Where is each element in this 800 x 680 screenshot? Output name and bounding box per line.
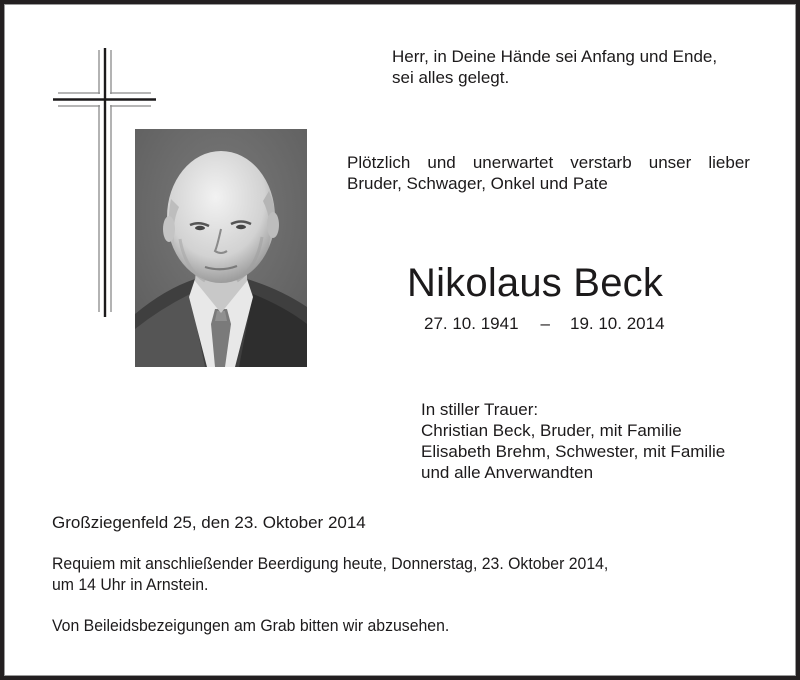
bible-verse — [392, 46, 717, 88]
verse-line: sei alles gelegt. — [392, 68, 510, 87]
requiem-line: um 14 Uhr in Arnstein. — [52, 575, 209, 594]
requiem-line: Requiem mit anschließender Beerdigung heute, Donnerstag, 23. Oktober 2014, — [52, 554, 609, 573]
word: unerwartet — [472, 153, 554, 172]
portrait-photo — [135, 129, 307, 367]
mourners-block — [421, 399, 725, 483]
condolence-note: Von Beileidsbezeigungen am Grab bitten wir abzusehen. — [52, 616, 450, 635]
word: verstarb — [570, 153, 632, 172]
date-separator: – — [540, 314, 550, 333]
verse-line: Herr, in Deine Hände sei Anfang und Ende, — [392, 47, 718, 66]
death-date: 19. 10. 2014 — [570, 314, 665, 333]
mourners-heading: In stiller Trauer: — [421, 400, 539, 419]
word: lieber — [708, 153, 750, 172]
word: Plötzlich — [347, 153, 411, 172]
life-dates — [424, 313, 665, 334]
requiem-info — [52, 553, 608, 595]
deceased-name: Nikolaus Beck — [407, 261, 664, 305]
mourner-line: und alle Anverwandten — [421, 463, 594, 482]
death-announcement — [347, 152, 750, 194]
mourner-line: Christian Beck, Bruder, mit Familie — [421, 421, 682, 440]
place-and-date: Großziegenfeld 25, den 23. Oktober 2014 — [52, 513, 366, 532]
announcement-line — [347, 152, 750, 173]
mourner-line: Elisabeth Brehm, Schwester, mit Familie — [421, 442, 726, 461]
announcement-line: Bruder, Schwager, Onkel und Pate — [347, 174, 608, 193]
birth-date: 27. 10. 1941 — [424, 314, 519, 333]
word: unser — [648, 153, 692, 172]
word: und — [427, 153, 456, 172]
